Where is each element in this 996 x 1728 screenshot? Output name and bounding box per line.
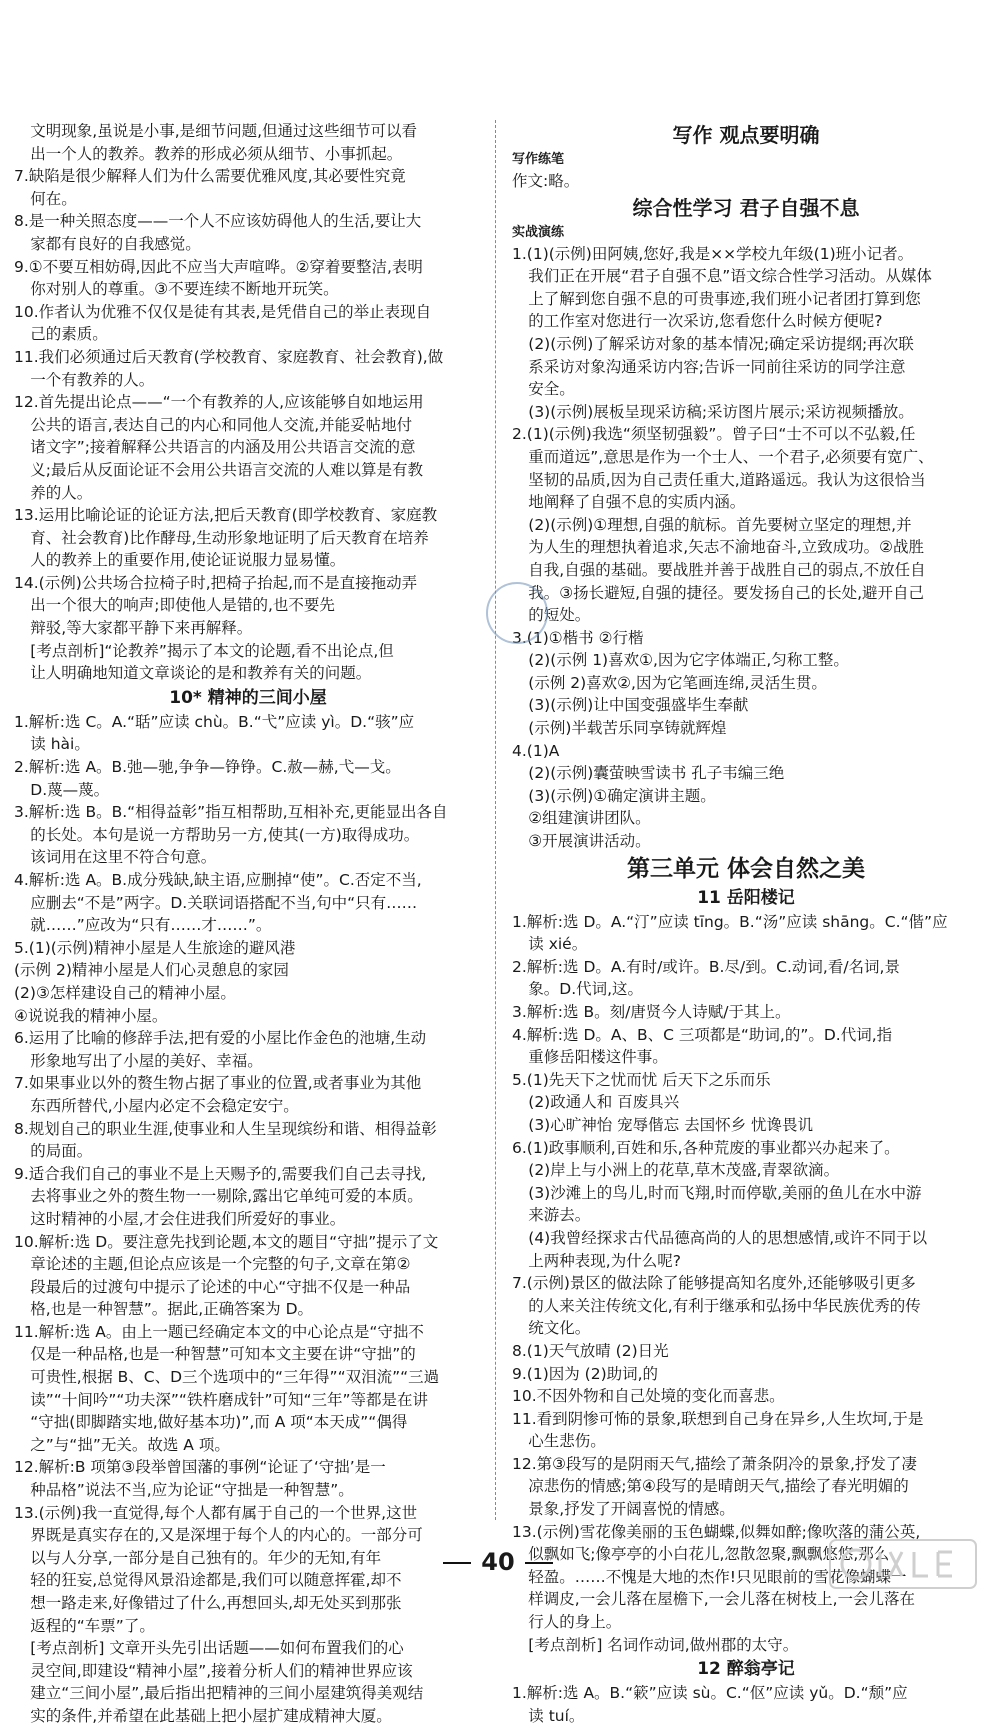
text-line: 9.①不要互相妨碍,因此不应当大声喧哗。②穿着要整洁,表明 — [14, 257, 423, 276]
text-line: 建立“三间小屋”,最后指出把精神的三间小屋建筑得美观结 — [30, 1684, 424, 1703]
text-line: (2)(示例)①理想,自强的航标。首先要树立坚定的理想,并 — [528, 515, 912, 534]
text-line: 13.(示例)雪花像美丽的玉色蝴蝶,似舞如醉;像吹落的蒲公英, — [512, 1522, 921, 1541]
text-line: (示例)半载苦乐同享铸就辉煌 — [528, 719, 727, 738]
text-line: 的短处。 — [528, 606, 591, 625]
text-line: 养的人。 — [30, 483, 93, 502]
text-line: 何在。 — [30, 189, 77, 208]
text-line: ④说说我的精神小屋。 — [14, 1006, 168, 1025]
text-line: 3.(1)①楷书 ②行楷 — [512, 628, 644, 647]
footer-dash-left — [443, 1562, 471, 1564]
text-line: (2)(示例)囊萤映雪读书 孔子韦编三绝 — [528, 764, 785, 783]
text-line: 4.解析:选 D。A、B、C 三项都是“助词,的”。D.代词,指 — [512, 1025, 893, 1044]
text-line: 诸文字”;接着解释公共语言的内涵及用公共语言交流的意 — [30, 438, 416, 457]
text-line: 5.(1)先天下之忧而忧 后天下之乐而乐 — [512, 1070, 771, 1089]
section-heading: 写作 观点要明确 — [672, 123, 820, 147]
text-line: 读 hài。 — [30, 735, 90, 754]
text-line: 10.作者认为优雅不仅仅是徒有其表,是凭借自己的举止表现自 — [14, 302, 432, 321]
text-line: 就……”应改为“只有……才……”。 — [30, 916, 272, 935]
text-line: 辩驳,等大家都平静下来再解释。 — [30, 619, 253, 638]
text-line: 自我,自强的基础。要战胜并善于战胜自己的弱点,不放任自 — [528, 560, 926, 579]
text-line: 段最后的过渡句中提示了论述的中心“守拙不仅是一种品 — [30, 1277, 411, 1296]
text-line: 行人的身上。 — [528, 1613, 622, 1632]
text-line: 4.解析:选 A。B.成分残缺,缺主语,应删掉“使”。C.否定不当, — [14, 871, 422, 889]
text-line: 安全。 — [528, 380, 575, 399]
text-line: 8.(1)天气放晴 (2)日光 — [512, 1341, 669, 1360]
text-line: (3)(示例)让中国变强盛毕生奉献 — [528, 696, 749, 715]
text-line: 统文化。 — [528, 1319, 591, 1338]
text-line: 7.缺陷是很少解释人们为什么需要优雅风度,其必要性究竟 — [14, 167, 406, 186]
text-line: 育、社会教育)比作酵母,生动形象地证明了后天教育在培养 — [30, 528, 429, 547]
text-line: (4)我曾经探求古代品德高尚的人的思想感情,或许不同于以 — [528, 1228, 928, 1247]
text-line: 的工作室对您进行一次采访,您看您什么时候方便呢? — [528, 312, 883, 331]
text-line: 1.(1)(示例)田阿姨,您好,我是××学校九年级(1)班小记者。 — [512, 244, 914, 263]
text-line: (3)(示例)①确定演讲主题。 — [528, 786, 716, 805]
text-line: 读”“十间吟”“功夫深”“铁杵磨成针”可知“三年”等都是在讲 — [30, 1390, 429, 1409]
text-line: 之”与“拙”无关。故选 A 项。 — [30, 1435, 230, 1454]
text-line: 仅是一种品格,也是一种智慧”可知本文主要在讲“守拙”的 — [30, 1345, 416, 1364]
text-line: 应删去“不是”两字。D.关联词语搭配不当,句中“只有…… — [30, 893, 418, 912]
text-line: 地阐释了自强不息的实质内涵。 — [528, 493, 746, 512]
section-heading: 10* 精神的三间小屋 — [169, 687, 327, 708]
text-line: 让人明确地知道文章谈论的是和教养有关的问题。 — [30, 664, 372, 683]
text-line: (2)岸上与小洲上的花草,草木茂盛,青翠欲滴。 — [528, 1161, 840, 1180]
text-line: (3)(示例)展板呈现采访稿;采访图片展示;采访视频播放。 — [528, 402, 914, 421]
section-heading: 写作练笔 — [512, 152, 565, 167]
footer-dash-right — [525, 1562, 553, 1564]
text-line: 景象,抒发了开阔喜悦的情感。 — [528, 1500, 735, 1519]
section-heading: 实战演练 — [512, 224, 565, 240]
right-column — [512, 120, 980, 1727]
text-line: 12.第③段写的是阴雨天气,描绘了萧条阴冷的景象,抒发了凄 — [512, 1454, 917, 1473]
text-line: [考点剖析] 文章开头先引出话题——如何布置我们的心 — [30, 1639, 404, 1658]
text-line: 心生悲伤。 — [528, 1432, 606, 1451]
text-line: 家都有良好的自我感觉。 — [30, 234, 201, 253]
text-line: (2)政通人和 百废具兴 — [528, 1093, 680, 1112]
section-heading: 12 醉翁亭记 — [697, 1659, 795, 1680]
text-line: 12.解析:B 项第③段举曾国藩的事例“论证了‘守拙’是一 — [14, 1458, 386, 1477]
text-line: 以与人分享,一部分是自己独有的。年少的无知,有年 — [30, 1548, 382, 1567]
text-line: 可贵性,根据 B、C、D三个选项中的“三年得”“双泪流”“三過 — [30, 1368, 440, 1387]
text-line: 去将事业之外的赘生物一一剔除,露出它单纯可爱的本质。 — [30, 1187, 423, 1206]
text-line: 凉悲伤的情感;第④段写的是晴朗天气,描绘了春光明媚的 — [528, 1477, 909, 1496]
text-line: 轻的狂妄,总觉得风景沿途都是,我们可以随意挥霍,却不 — [30, 1571, 402, 1590]
text-line: 的长处。本句是说一方帮助另一方,使其(一方)取得成功。 — [30, 825, 420, 844]
text-line: 象。D.代词,这。 — [528, 980, 644, 999]
text-line: ②组建演讲团队。 — [528, 809, 651, 828]
text-line: 种品格”说法不当,应为论证“守拙是一种智慧”。 — [30, 1481, 354, 1500]
text-line: 人的教养上的重要作用,使论证说服力显易懂。 — [30, 551, 346, 570]
text-line: 东西所替代,小屋内必定不会稳定安宁。 — [30, 1096, 299, 1115]
text-line: 5.(1)(示例)精神小屋是人生旅途的避风港 — [14, 938, 296, 957]
text-line: 为人生的理想执着追求,矢志不渝地奋斗,立致成功。②战胜 — [528, 538, 925, 557]
text-line: 7.如果事业以外的赘生物占据了事业的位置,或者事业为其他 — [14, 1074, 422, 1093]
text-line: 读 xié。 — [528, 935, 588, 954]
text-line: 似飘如飞;像亭亭的小白花儿,忽散忽聚,飘飘悠悠,那么 — [528, 1545, 890, 1564]
text-line: [考点剖析]“论教养”揭示了本文的论题,看不出论点,但 — [30, 641, 394, 660]
text-line: 7.(示例)景区的做法除了能够提高知名度外,还能够吸引更多 — [512, 1274, 916, 1293]
text-line: 的人来关注传统文化,有利于继承和弘扬中华民族优秀的传 — [528, 1296, 921, 1315]
text-line: (示例 2)喜欢②,因为它笔画连绵,灵活生贯。 — [528, 673, 827, 692]
text-line: 你对别人的尊重。③不要连续不断地开玩笑。 — [30, 280, 339, 299]
text-line: 2.(1)(示例)我选“须坚韧强毅”。曾子曰“士不可以不弘毅,任 — [512, 425, 916, 444]
text-line: 2.解析:选 D。A.有时/或许。B.尽/到。C.动词,看/名词,景 — [512, 957, 900, 976]
text-line: 这时精神的小屋,才会住进我们所爱好的事业。 — [30, 1209, 346, 1228]
text-line: 出一个很大的响声;即使他人是错的,也不要先 — [30, 596, 335, 615]
text-line: 实的条件,并希望在此基础上把小屋扩建成精神大厦。 — [30, 1706, 392, 1725]
text-line: 重而道远”,意思是作为一个士人、一个君子,必须要有宽广、 — [528, 447, 934, 466]
text-line: 11.解析:选 A。由上一题已经确定本文的中心论点是“守拙不 — [14, 1322, 424, 1341]
text-line: 9.适合我们自己的事业不是上天赐予的,需要我们自己去寻找, — [14, 1164, 427, 1183]
text-line: 10.解析:选 D。要注意先找到论题,本文的题目“守拙”提示了文 — [14, 1232, 439, 1251]
watermark-logo — [828, 1536, 978, 1592]
text-line: 3.解析:选 B。刻/唐贤今人诗赋/于其上。 — [512, 1003, 791, 1021]
text-line: 9.(1)因为 (2)助词,的 — [512, 1364, 659, 1383]
text-line: 12.首先提出论点——“一个有教养的人,应该能够自如地运用 — [14, 393, 424, 412]
text-line: (2)(示例 1)喜欢①,因为它字体端正,匀称工整。 — [528, 651, 849, 670]
text-line: 轻盈。……不愧是大地的杰作!只见眼前的雪花像蝴蝶一 — [528, 1567, 907, 1586]
text-line: 14.(示例)公共场合拉椅子时,把椅子抬起,而不是直接拖动弄 — [14, 573, 418, 592]
text-line: (3)心旷神怡 宠辱偕忘 去国怀乡 忧谗畏讥 — [528, 1115, 814, 1134]
text-line: 1.解析:选 C。A.“聒”应读 chù。B.“弋”应读 yì。D.“骇”应 — [14, 712, 415, 731]
text-line: 作文:略。 — [512, 172, 580, 190]
text-line: 来游去。 — [528, 1206, 591, 1225]
text-line: 界既是真实存在的,又是深埋于每个人的内心的。一部分可 — [30, 1526, 423, 1545]
text-line: 上两种表现,为什么呢? — [528, 1251, 681, 1270]
text-line: 格,也是一种智慧”。据此,正确答案为 D。 — [30, 1300, 314, 1319]
text-line: 上了解到您自强不息的可贵事迹,我们班小记者团打算到您 — [528, 289, 921, 308]
section-heading: 第三单元 体会自然之美 — [626, 855, 865, 882]
text-line: 章论述的主题,但论点应该是一个完整的句子,文章在第② — [30, 1255, 411, 1274]
text-line: 文明现象,虽说是小事,是细节问题,但通过这些细节可以看 — [30, 122, 418, 140]
text-line: 的局面。 — [30, 1142, 93, 1161]
text-line: 13.运用比喻论证的论证方法,把后天教育(即学校教育、家庭教 — [14, 506, 438, 525]
text-line: 8.是一种关照态度——一个人不应该妨碍他人的生活,要让大 — [14, 212, 422, 231]
text-line: 11.我们必须通过后天教育(学校教育、家庭教育、社会教育),做 — [14, 347, 444, 366]
text-line: 公共的语言,表达自己的内心和同他人交流,并能妥帖地付 — [30, 415, 413, 434]
text-line: 10.不因外物和自己处境的变化而喜悲。 — [512, 1387, 785, 1406]
page-number: 40 — [481, 1548, 515, 1576]
text-line: 读 tuí。 — [528, 1706, 585, 1725]
text-line: 2.解析:选 A。B.弛—驰,争争—铮铮。C.赦—赫,弋—戈。 — [14, 758, 401, 777]
text-line: 4.(1)A — [512, 741, 560, 760]
text-line: 6.运用了比喻的修辞手法,把有爱的小屋比作金色的池塘,生动 — [14, 1029, 427, 1048]
text-line: (示例 2)精神小屋是人们心灵憩息的家园 — [14, 961, 289, 980]
text-line: (2)③怎样建设自己的精神小屋。 — [14, 983, 236, 1002]
text-line: 一个有教养的人。 — [30, 370, 155, 389]
text-line: 该词用在这里不符合句意。 — [30, 848, 217, 867]
text-line: 6.(1)政事顺利,百姓和乐,各种荒废的事业都兴办起来了。 — [512, 1138, 900, 1157]
text-line: (2)(示例)了解采访对象的基本情况;确定采访提纲;再次联 — [528, 334, 914, 353]
text-line: (3)沙滩上的鸟儿,时而飞翔,时而停歇,美丽的鱼儿在水中游 — [528, 1183, 922, 1202]
library-stamp — [486, 582, 548, 644]
text-line: 13.(示例)我一直觉得,每个人都有属于自己的一个世界,这世 — [14, 1503, 418, 1522]
text-line: 11.看到阴惨可怖的景象,联想到自己身在异乡,人生坎坷,于是 — [512, 1409, 924, 1428]
text-line: 3.解析:选 B。B.“相得益彰”指互相帮助,互相补充,更能显出各自 — [14, 803, 448, 822]
text-line: 义;最后从反面论证不会用公共语言交流的人难以算是有教 — [30, 460, 423, 479]
text-line: ③开展演讲活动。 — [528, 832, 651, 851]
left-column — [14, 120, 482, 1728]
text-line: 返程的“车票”了。 — [30, 1616, 155, 1635]
text-line: 我。③扬长避短,自强的捷径。要发扬自己的长处,避开自己 — [528, 583, 925, 602]
text-line: D.蔑—蔑。 — [30, 780, 110, 799]
section-heading: 11 岳阳楼记 — [697, 887, 795, 908]
column-divider — [495, 120, 496, 1520]
section-heading: 综合性学习 君子自强不息 — [632, 195, 860, 220]
text-line: 系采访对象沟通采访内容;告诉一同前往采访的同学注意 — [528, 357, 906, 376]
text-line: 重修岳阳楼这件事。 — [528, 1048, 668, 1067]
text-line: “守拙(即脚踏实地,做好基本功)”,而 A 项“本天成”“偶得 — [30, 1413, 408, 1432]
text-line: 1.解析:选 D。A.“汀”应读 tīng。B.“汤”应读 shāng。C.“偕”应 — [512, 912, 948, 931]
text-line: 己的素质。 — [30, 325, 108, 344]
text-line: [考点剖析] 名词作动词,做州郡的太守。 — [528, 1635, 799, 1654]
text-line: 灵空间,即建设“精神小屋”,接着分析人们的精神世界应该 — [30, 1661, 413, 1680]
text-line: 我们正在开展“君子自强不息”语文综合性学习活动。从媒体 — [528, 267, 932, 286]
text-line: 8.规划自己的职业生涯,使事业和人生呈现缤纷和谐、相得益彰 — [14, 1119, 437, 1138]
text-line: 出一个人的教养。教养的形成必须从细节、小事抓起。 — [30, 144, 403, 163]
text-line: 样调皮,一会儿落在屋檐下,一会儿落在树枝上,一会儿落在 — [528, 1590, 916, 1609]
text-line: 想一路走来,好像错过了什么,再想回头,却无处买到那张 — [30, 1594, 402, 1612]
text-line: 1.解析:选 A。B.“簌”应读 sù。C.“伛”应读 yǔ。D.“颓”应 — [512, 1684, 908, 1703]
text-line: 坚韧的品质,因为自己责任重大,道路遥远。我认为这很恰当 — [528, 470, 926, 489]
text-line: 形象地写出了小屋的美好、幸福。 — [30, 1051, 263, 1070]
